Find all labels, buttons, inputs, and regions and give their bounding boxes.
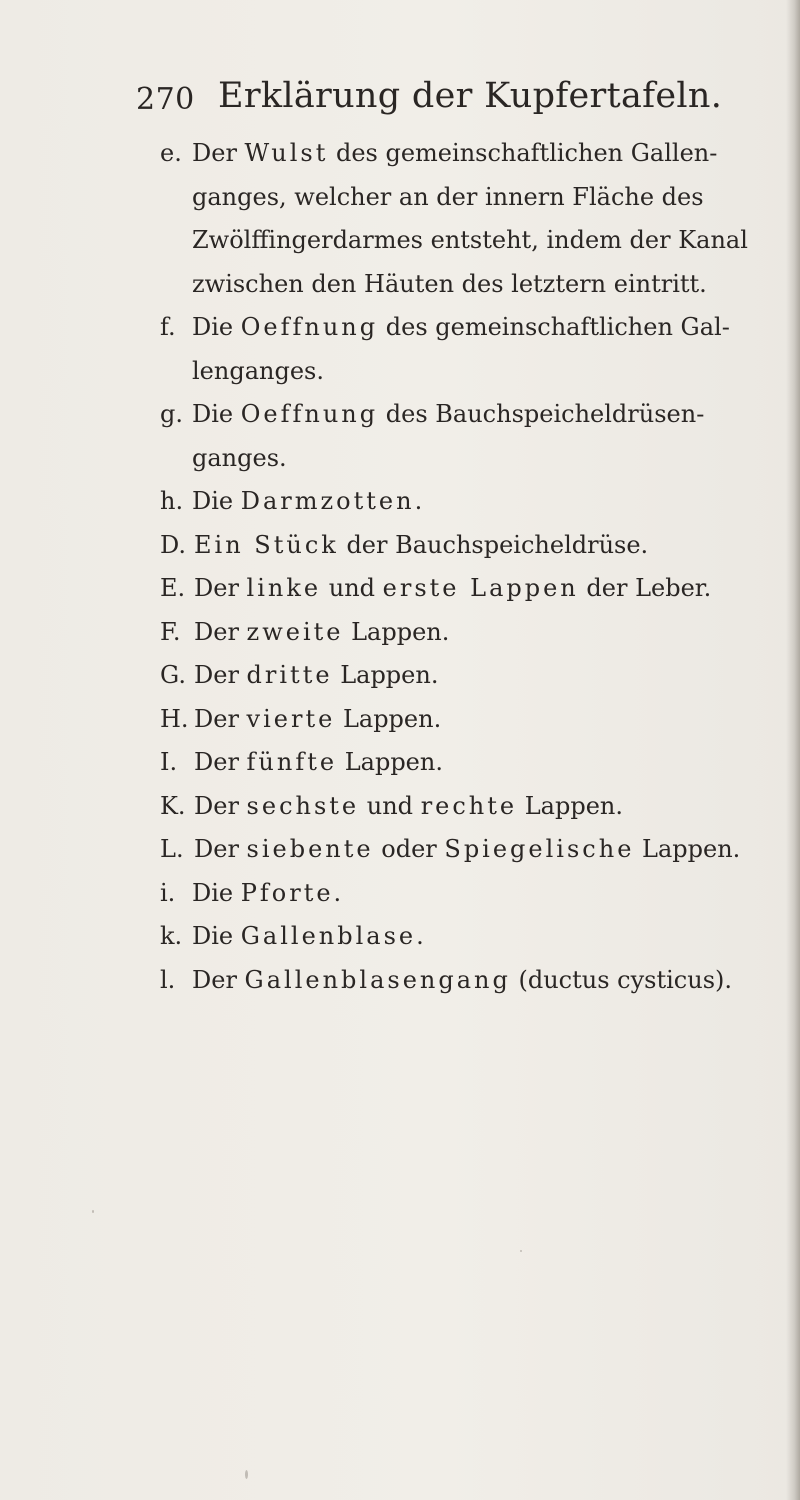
- entry-text: Lappen.: [337, 748, 443, 776]
- legend-entry: [160, 915, 780, 959]
- entry-label: D.: [160, 530, 187, 559]
- entry-label: k.: [160, 922, 183, 950]
- entry-label: G.: [160, 661, 186, 689]
- page-edge-shadow: [786, 0, 800, 1500]
- legend-entry: [160, 959, 780, 1003]
- legend-entry: [160, 132, 780, 306]
- entry-text: Die: [192, 922, 241, 950]
- entry-term: Ein Stück: [194, 530, 339, 559]
- entry-text: Der: [194, 748, 247, 776]
- entry-text: oder: [373, 835, 445, 863]
- legend-entry: [160, 785, 780, 829]
- entry-label: l.: [160, 965, 176, 994]
- entry-term: vierte: [246, 704, 336, 733]
- legend-entry: [160, 654, 780, 698]
- paper-speck: [245, 1470, 248, 1479]
- entry-label: K.: [160, 791, 186, 820]
- entry-text: Lappen.: [517, 791, 623, 820]
- legend-entry: [160, 741, 780, 785]
- entry-text: Der: [192, 139, 245, 167]
- entry-text: Lappen.: [335, 704, 442, 733]
- entry-term: Darmzotten.: [240, 487, 426, 515]
- entry-label: i.: [160, 878, 176, 907]
- paper-speck: [92, 1210, 94, 1213]
- legend-entry: [160, 306, 780, 393]
- entry-term: dritte: [246, 661, 333, 689]
- entry-text: Lappen.: [343, 617, 450, 646]
- entry-text: Der: [194, 835, 247, 863]
- entry-term: zweite: [246, 617, 344, 646]
- entry-label: E.: [160, 574, 186, 602]
- page-header: [136, 76, 736, 120]
- entry-label: H.: [160, 704, 189, 733]
- entry-text: des gemeinschaftlichen Gallenganges, welcher an der innern Fläche des Zwölffingerdarmes entsteht, indem der Kanal zwischen den Häuten des letztern eintritt.: [192, 139, 748, 298]
- legend-entry: [160, 828, 780, 872]
- legend-entry: [160, 611, 780, 655]
- entry-text: Der: [194, 661, 247, 689]
- entry-text: Der: [192, 965, 245, 994]
- entry-text: Der: [194, 704, 247, 733]
- entry-label: g.: [160, 400, 183, 428]
- entry-text: des Bauchspeicheldrüsenganges.: [192, 400, 705, 472]
- entry-term: erste Lappen: [382, 574, 579, 602]
- entry-term: fünfte: [246, 748, 338, 776]
- entry-text: Die: [192, 878, 241, 907]
- entry-text: Der: [194, 617, 247, 646]
- entry-term: Gallenblase.: [240, 922, 427, 950]
- entry-term: Gallenblasengang: [244, 965, 511, 994]
- entry-label: f.: [160, 313, 176, 341]
- entry-text: des gemeinschaftlichen Gallenganges.: [192, 313, 730, 385]
- entry-term: Pforte.: [240, 878, 345, 907]
- entry-text: Die: [192, 400, 241, 428]
- legend-entry: [160, 698, 780, 742]
- entry-text: Die: [192, 487, 241, 515]
- entry-label: F.: [160, 617, 181, 646]
- entry-label: L.: [160, 835, 184, 863]
- page-number: 270: [136, 82, 195, 117]
- entry-text: Lappen.: [634, 835, 741, 863]
- entry-term: rechte: [420, 791, 518, 820]
- entry-text: Der: [194, 574, 247, 602]
- legend-entry: [160, 480, 780, 524]
- legend-entry: [160, 393, 780, 480]
- entry-term: Oeffnung: [240, 313, 379, 341]
- entry-term: siebente: [246, 835, 374, 863]
- paper-speck: [520, 1250, 522, 1252]
- entry-term: Oeffnung: [240, 400, 379, 428]
- page-title: Erklärung der Kupfertafeln.: [218, 76, 723, 116]
- entry-text: der Leber.: [578, 574, 712, 602]
- legend-entry: [160, 567, 780, 611]
- entry-text: und: [359, 791, 421, 820]
- legend-entries: [160, 132, 780, 1002]
- entry-text: Der: [194, 791, 247, 820]
- entry-term: Spiegelische: [444, 835, 635, 863]
- entry-term: linke: [246, 574, 322, 602]
- legend-entry: [160, 872, 780, 916]
- entry-text: und: [321, 574, 383, 602]
- entry-text: der Bauchspeicheldrüse.: [338, 530, 649, 559]
- legend-entry: [160, 524, 780, 568]
- entry-term: sechste: [246, 791, 360, 820]
- entry-label: h.: [160, 487, 184, 515]
- entry-term: Wulst: [244, 139, 329, 167]
- entry-text: Die: [192, 313, 241, 341]
- entry-label: e.: [160, 139, 182, 167]
- entry-text: (ductus cysticus).: [510, 965, 733, 994]
- entry-text: Lappen.: [332, 661, 439, 689]
- entry-label: I.: [160, 748, 178, 776]
